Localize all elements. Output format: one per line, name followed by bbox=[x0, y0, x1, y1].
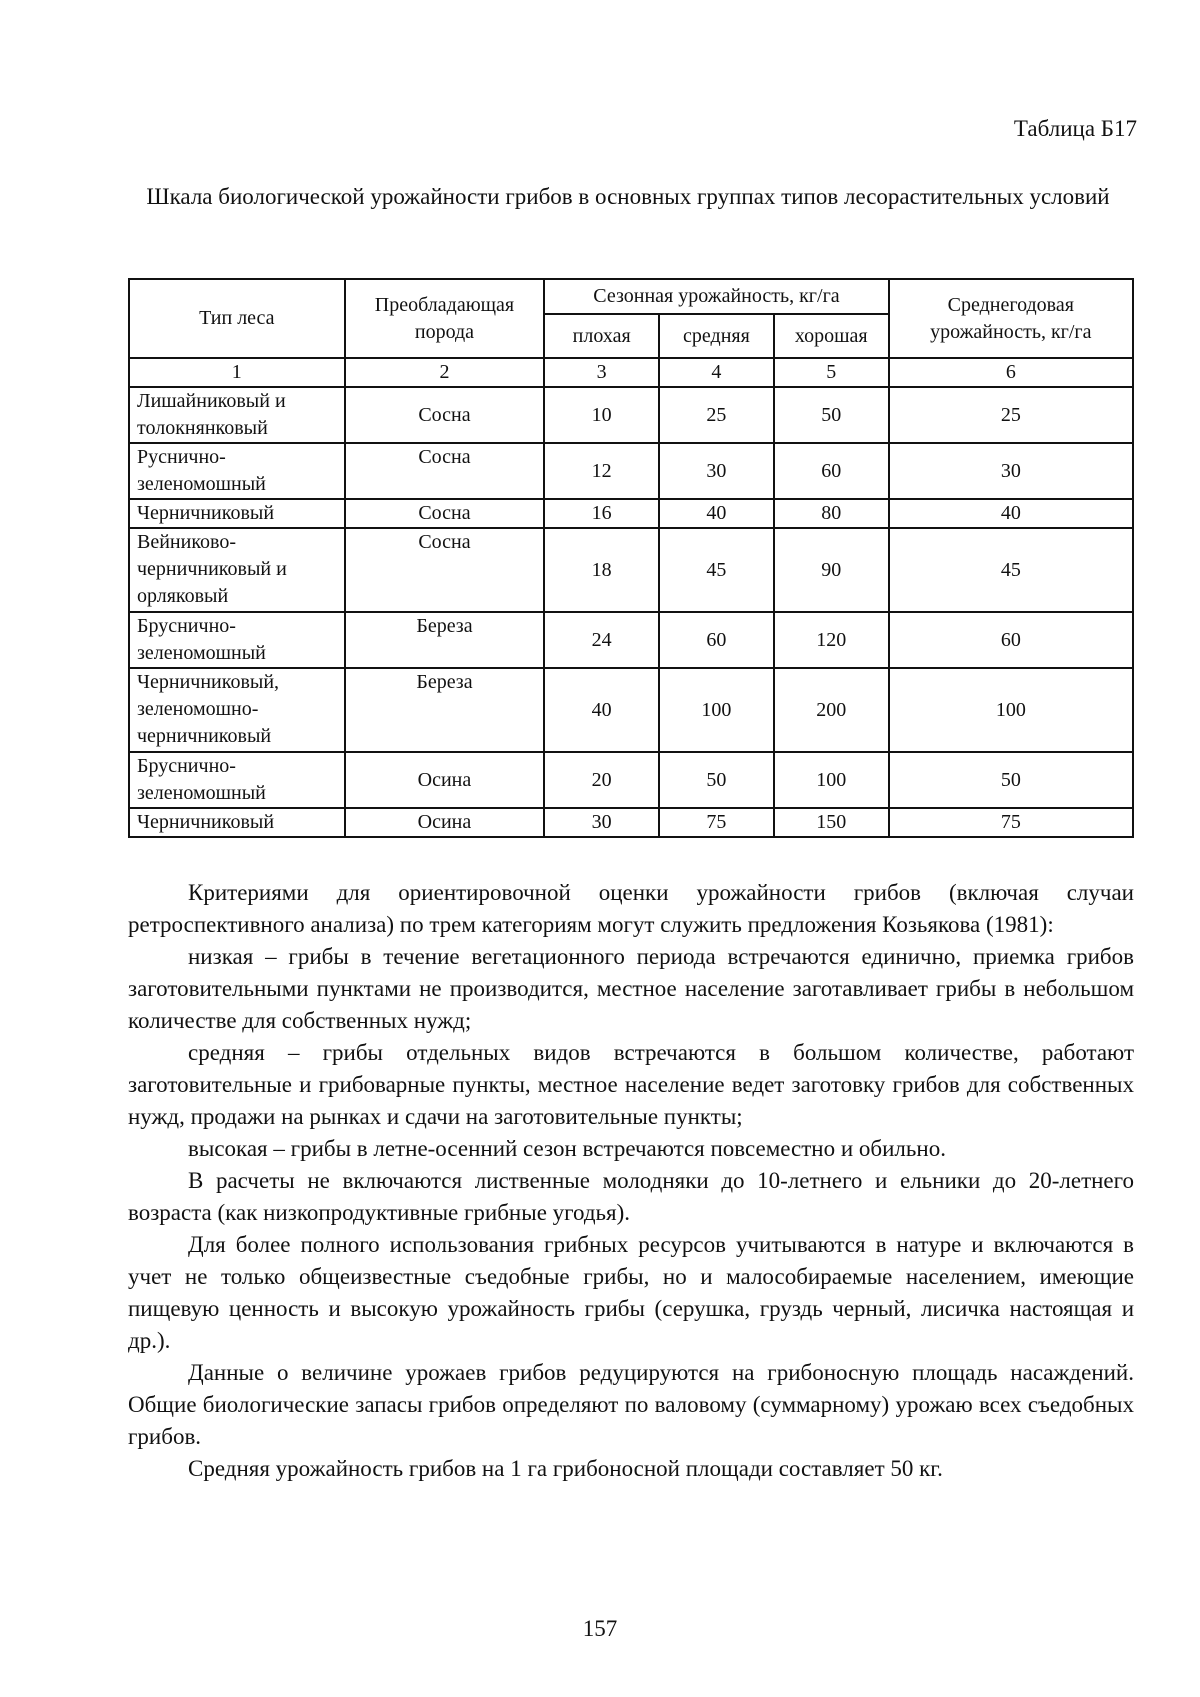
paragraph: Данные о величине урожаев грибов редуцируются на грибоносную площадь насаждений. Общие биологические запасы грибов определяют по валовому (суммарному) урожаю всех съедобных грибов. bbox=[128, 1360, 1134, 1449]
table-label: Таблица Б17 bbox=[1013, 116, 1137, 141]
cell-good: 150 bbox=[774, 808, 889, 837]
paragraph: Средняя урожайность грибов на 1 га грибоносной площади составляет 50 кг. bbox=[188, 1456, 943, 1481]
cell-species: Осина bbox=[345, 808, 545, 837]
paragraph: Для более полного использования грибных ресурсов учитываются в натуре и включаются в учет не только общеизвестные съедобные грибы, но и малособираемые населением, имеющие пищевую ценность и высокую урожайность грибы (серушка, груздь черный, лисичка настоящая и др.). bbox=[128, 1232, 1134, 1353]
cell-average: 60 bbox=[659, 612, 774, 668]
column-number: 5 bbox=[774, 358, 889, 387]
table-row bbox=[129, 808, 1133, 837]
cell-forest-type: Брусничнo-зеленомошный bbox=[129, 612, 345, 668]
cell-average: 50 bbox=[659, 752, 774, 808]
table-row bbox=[129, 443, 1133, 499]
header-seasonal: Сезонная урожайность, кг/га bbox=[544, 279, 888, 314]
cell-good: 120 bbox=[774, 612, 889, 668]
table-row bbox=[129, 612, 1133, 668]
cell-species: Береза bbox=[345, 668, 545, 752]
yield-table bbox=[128, 278, 1134, 838]
cell-average: 40 bbox=[659, 499, 774, 528]
column-number-row bbox=[129, 358, 1133, 387]
table-header-row bbox=[129, 279, 1133, 314]
cell-forest-type: Брусничнo-зеленомошный bbox=[129, 752, 345, 808]
cell-forest-type: Черничниковый bbox=[129, 808, 345, 837]
cell-average: 75 bbox=[659, 808, 774, 837]
page-number: 157 bbox=[582, 1616, 618, 1641]
table-row bbox=[129, 387, 1133, 443]
cell-average: 30 bbox=[659, 443, 774, 499]
table-row bbox=[129, 668, 1133, 752]
cell-poor: 16 bbox=[544, 499, 659, 528]
header-poor: плохая bbox=[544, 314, 659, 358]
cell-species: Сосна bbox=[345, 528, 545, 612]
cell-forest-type: Лишайниковый и толокнянковый bbox=[129, 387, 345, 443]
cell-annual: 50 bbox=[889, 752, 1133, 808]
header-average: средняя bbox=[659, 314, 774, 358]
header-forest-type: Тип леса bbox=[129, 279, 345, 358]
header-species: Преобладающая порода bbox=[345, 279, 545, 358]
header-annual: Среднегодовая урожайность, кг/га bbox=[889, 279, 1133, 358]
column-number: 4 bbox=[659, 358, 774, 387]
cell-good: 100 bbox=[774, 752, 889, 808]
cell-average: 25 bbox=[659, 387, 774, 443]
cell-poor: 24 bbox=[544, 612, 659, 668]
cell-forest-type: Руснично-зеленомошный bbox=[129, 443, 345, 499]
column-number: 1 bbox=[129, 358, 345, 387]
cell-species: Сосна bbox=[345, 499, 545, 528]
cell-average: 100 bbox=[659, 668, 774, 752]
cell-forest-type: Черничниковый bbox=[129, 499, 345, 528]
cell-poor: 12 bbox=[544, 443, 659, 499]
cell-forest-type: Вейниково-черничниковый и орляковый bbox=[129, 528, 345, 612]
cell-poor: 40 bbox=[544, 668, 659, 752]
table-row bbox=[129, 528, 1133, 612]
cell-species: Сосна bbox=[345, 443, 545, 499]
header-good: хорошая bbox=[774, 314, 889, 358]
table-row bbox=[129, 752, 1133, 808]
cell-forest-type: Черничниковый, зеленомошно-черничниковый bbox=[129, 668, 345, 752]
cell-average: 45 bbox=[659, 528, 774, 612]
cell-annual: 30 bbox=[889, 443, 1133, 499]
cell-annual: 75 bbox=[889, 808, 1133, 837]
cell-good: 90 bbox=[774, 528, 889, 612]
cell-good: 80 bbox=[774, 499, 889, 528]
paragraph: низкая – грибы в течение вегетационного периода встречаются единично, приемка грибов заготовительными пунктами не производится, местное население заготавливает грибы в небольшом количестве для собственных нужд; bbox=[128, 944, 1134, 1033]
column-number: 6 bbox=[889, 358, 1133, 387]
paragraph: средняя – грибы отдельных видов встречаются в большом количестве, работают заготовительные и грибоварные пункты, местное население ведет заготовку грибов для собственных нужд, продажи на рынках и сдачи на заготовительные пункты; bbox=[128, 1040, 1134, 1129]
cell-poor: 20 bbox=[544, 752, 659, 808]
cell-annual: 60 bbox=[889, 612, 1133, 668]
paragraph: В расчеты не включаются лиственные молодняки до 10-летнего и ельники до 20-летнего возраста (как низкопродуктивные грибные угодья). bbox=[128, 1168, 1134, 1225]
cell-species: Береза bbox=[345, 612, 545, 668]
column-number: 3 bbox=[544, 358, 659, 387]
cell-poor: 18 bbox=[544, 528, 659, 612]
cell-good: 60 bbox=[774, 443, 889, 499]
column-number: 2 bbox=[345, 358, 545, 387]
body-text bbox=[128, 877, 1134, 1485]
table-row bbox=[129, 499, 1133, 528]
paragraph: высокая – грибы в летне-осенний сезон встречаются повсеместно и обильно. bbox=[188, 1136, 946, 1161]
cell-annual: 100 bbox=[889, 668, 1133, 752]
table-title: Шкала биологической урожайности грибов в основных группах типов лесорастительных условий bbox=[146, 184, 1110, 209]
paragraph: Критериями для ориентировочной оценки урожайности грибов (включая случаи ретроспективного анализа) по трем категориям могут служить предложения Козьякова (1981): bbox=[128, 880, 1134, 937]
cell-poor: 30 bbox=[544, 808, 659, 837]
cell-poor: 10 bbox=[544, 387, 659, 443]
cell-annual: 45 bbox=[889, 528, 1133, 612]
cell-good: 200 bbox=[774, 668, 889, 752]
cell-annual: 40 bbox=[889, 499, 1133, 528]
cell-species: Сосна bbox=[345, 387, 545, 443]
cell-annual: 25 bbox=[889, 387, 1133, 443]
cell-species: Осина bbox=[345, 752, 545, 808]
cell-good: 50 bbox=[774, 387, 889, 443]
